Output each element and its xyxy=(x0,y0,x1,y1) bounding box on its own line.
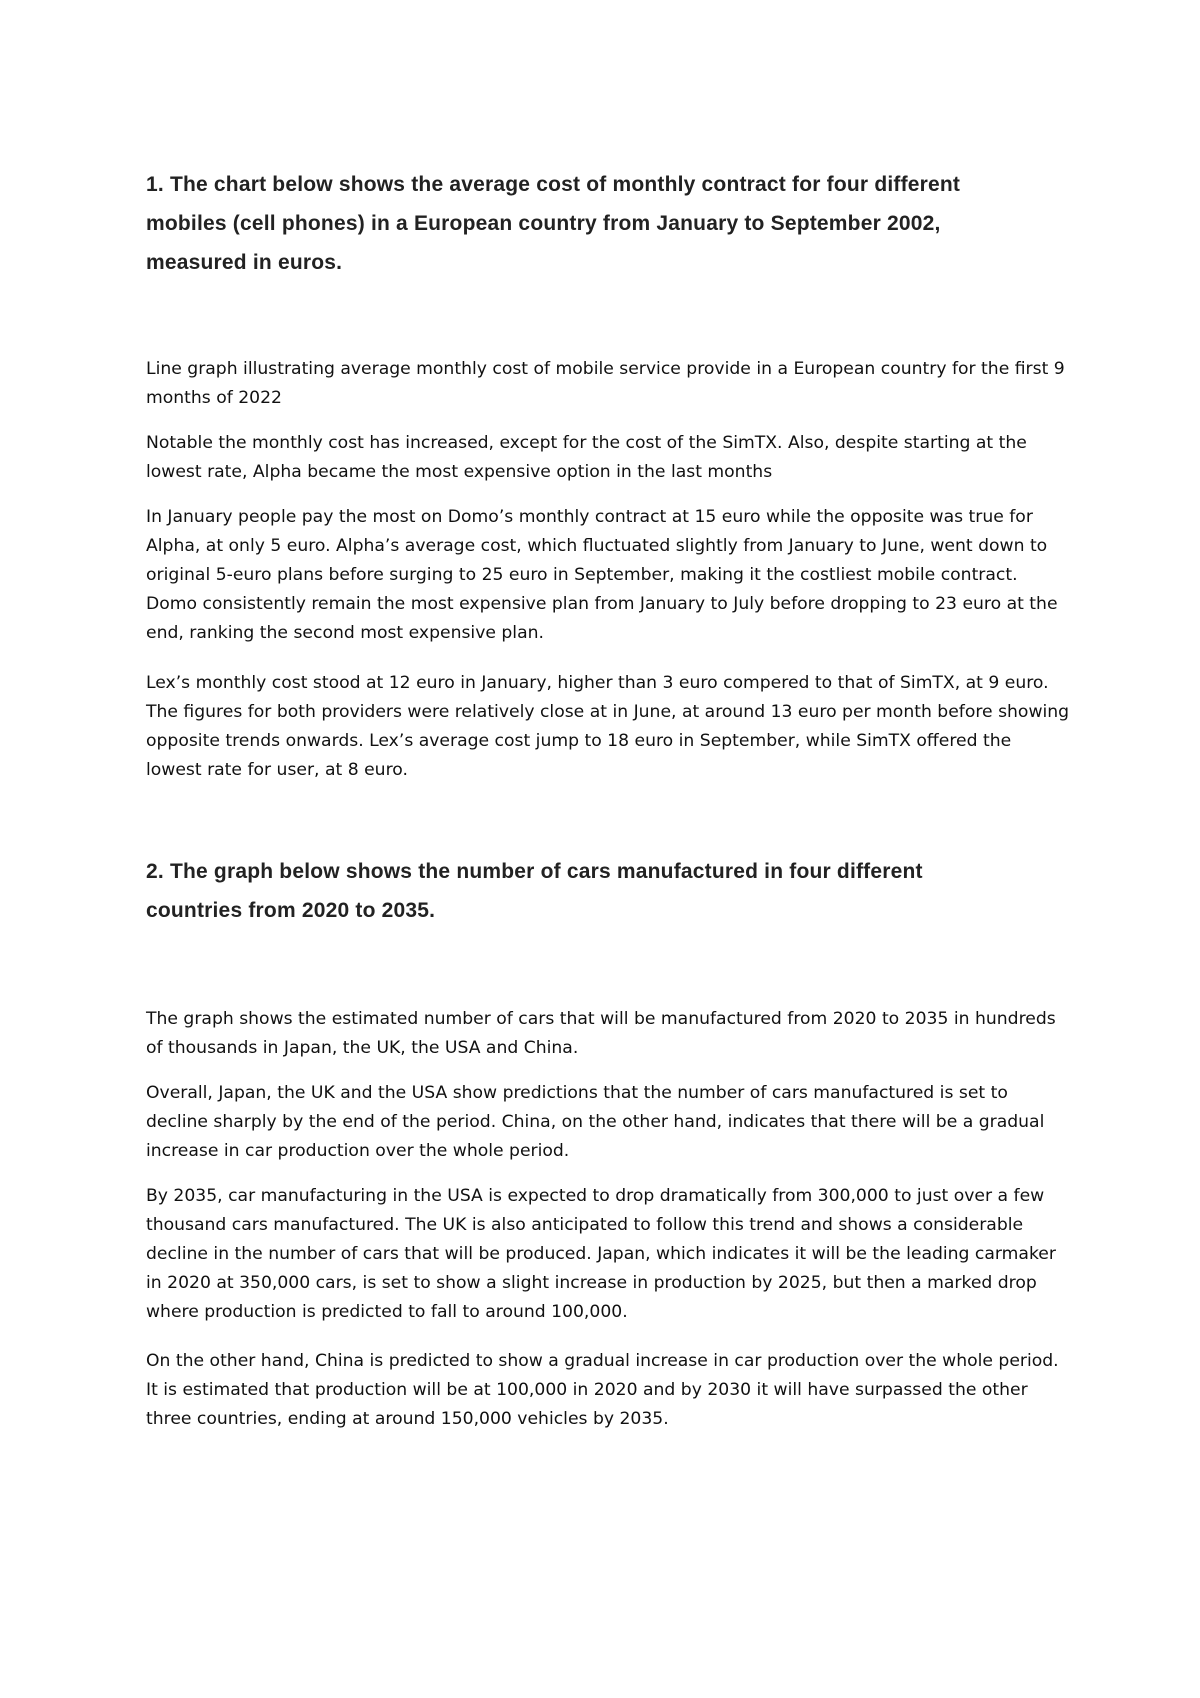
section-1-paragraph-2: Notable the monthly cost has increased, except for the cost of the SimTX. Also, despite starting at the lowest rate, Alpha became the most expensive option in the last months xyxy=(146,433,1027,482)
section-2-paragraph-1: The graph shows the estimated number of cars that will be manufactured from 2020 to 2035 in hundreds of thousands in Japan, the UK, the USA and China. xyxy=(146,1009,1056,1058)
section-2-heading: 2. The graph below shows the number of cars manufactured in four different countries from 2020 to 2035. xyxy=(146,860,923,922)
section-1-paragraph-1: Line graph illustrating average monthly cost of mobile service provide in a European country for the first 9 months of 2022 xyxy=(146,359,1065,408)
section-1-paragraph-4: Lex’s monthly cost stood at 12 euro in January, higher than 3 euro compered to that of SimTX, at 9 euro. The figures for both providers were relatively close at in June, at around 13 euro per month before showing opposite trends onwards. Lex’s average cost jump to 18 euro in September, while SimTX offered the lowest rate for user, at 8 euro. xyxy=(146,673,1070,780)
section-1-heading: 1. The chart below shows the average cost of monthly contract for four different mobiles (cell phones) in a European country from January to September 2002, measured in euros. xyxy=(146,173,961,274)
section-2-paragraph-2: Overall, Japan, the UK and the USA show predictions that the number of cars manufactured is set to decline sharply by the end of the period. China, on the other hand, indicates that there will be a gradual increase in car production over the whole period. xyxy=(146,1083,1045,1161)
section-1-paragraph-3: In January people pay the most on Domo’s monthly contract at 15 euro while the opposite was true for Alpha, at only 5 euro. Alpha’s average cost, which fluctuated slightly from January to June, went down to original 5-euro plans before surging to 25 euro in September, making it the costliest mobile contract. Domo consistently remain the most expensive plan from January to July before dropping to 23 euro at the end, ranking the second most expensive plan. xyxy=(146,507,1058,643)
section-2-paragraph-4: On the other hand, China is predicted to show a gradual increase in car production over the whole period. It is estimated that production will be at 100,000 in 2020 and by 2030 it will have surpassed the other three countries, ending at around 150,000 vehicles by 2035. xyxy=(146,1351,1059,1429)
section-2-paragraph-3: By 2035, car manufacturing in the USA is expected to drop dramatically from 300,000 to just over a few thousand cars manufactured. The UK is also anticipated to follow this trend and shows a considerable decline in the number of cars that will be produced. Japan, which indicates it will be the leading carmaker in 2020 at 350,000 cars, is set to show a slight increase in production by 2025, but then a marked drop where production is predicted to fall to around 100,000. xyxy=(146,1186,1056,1322)
